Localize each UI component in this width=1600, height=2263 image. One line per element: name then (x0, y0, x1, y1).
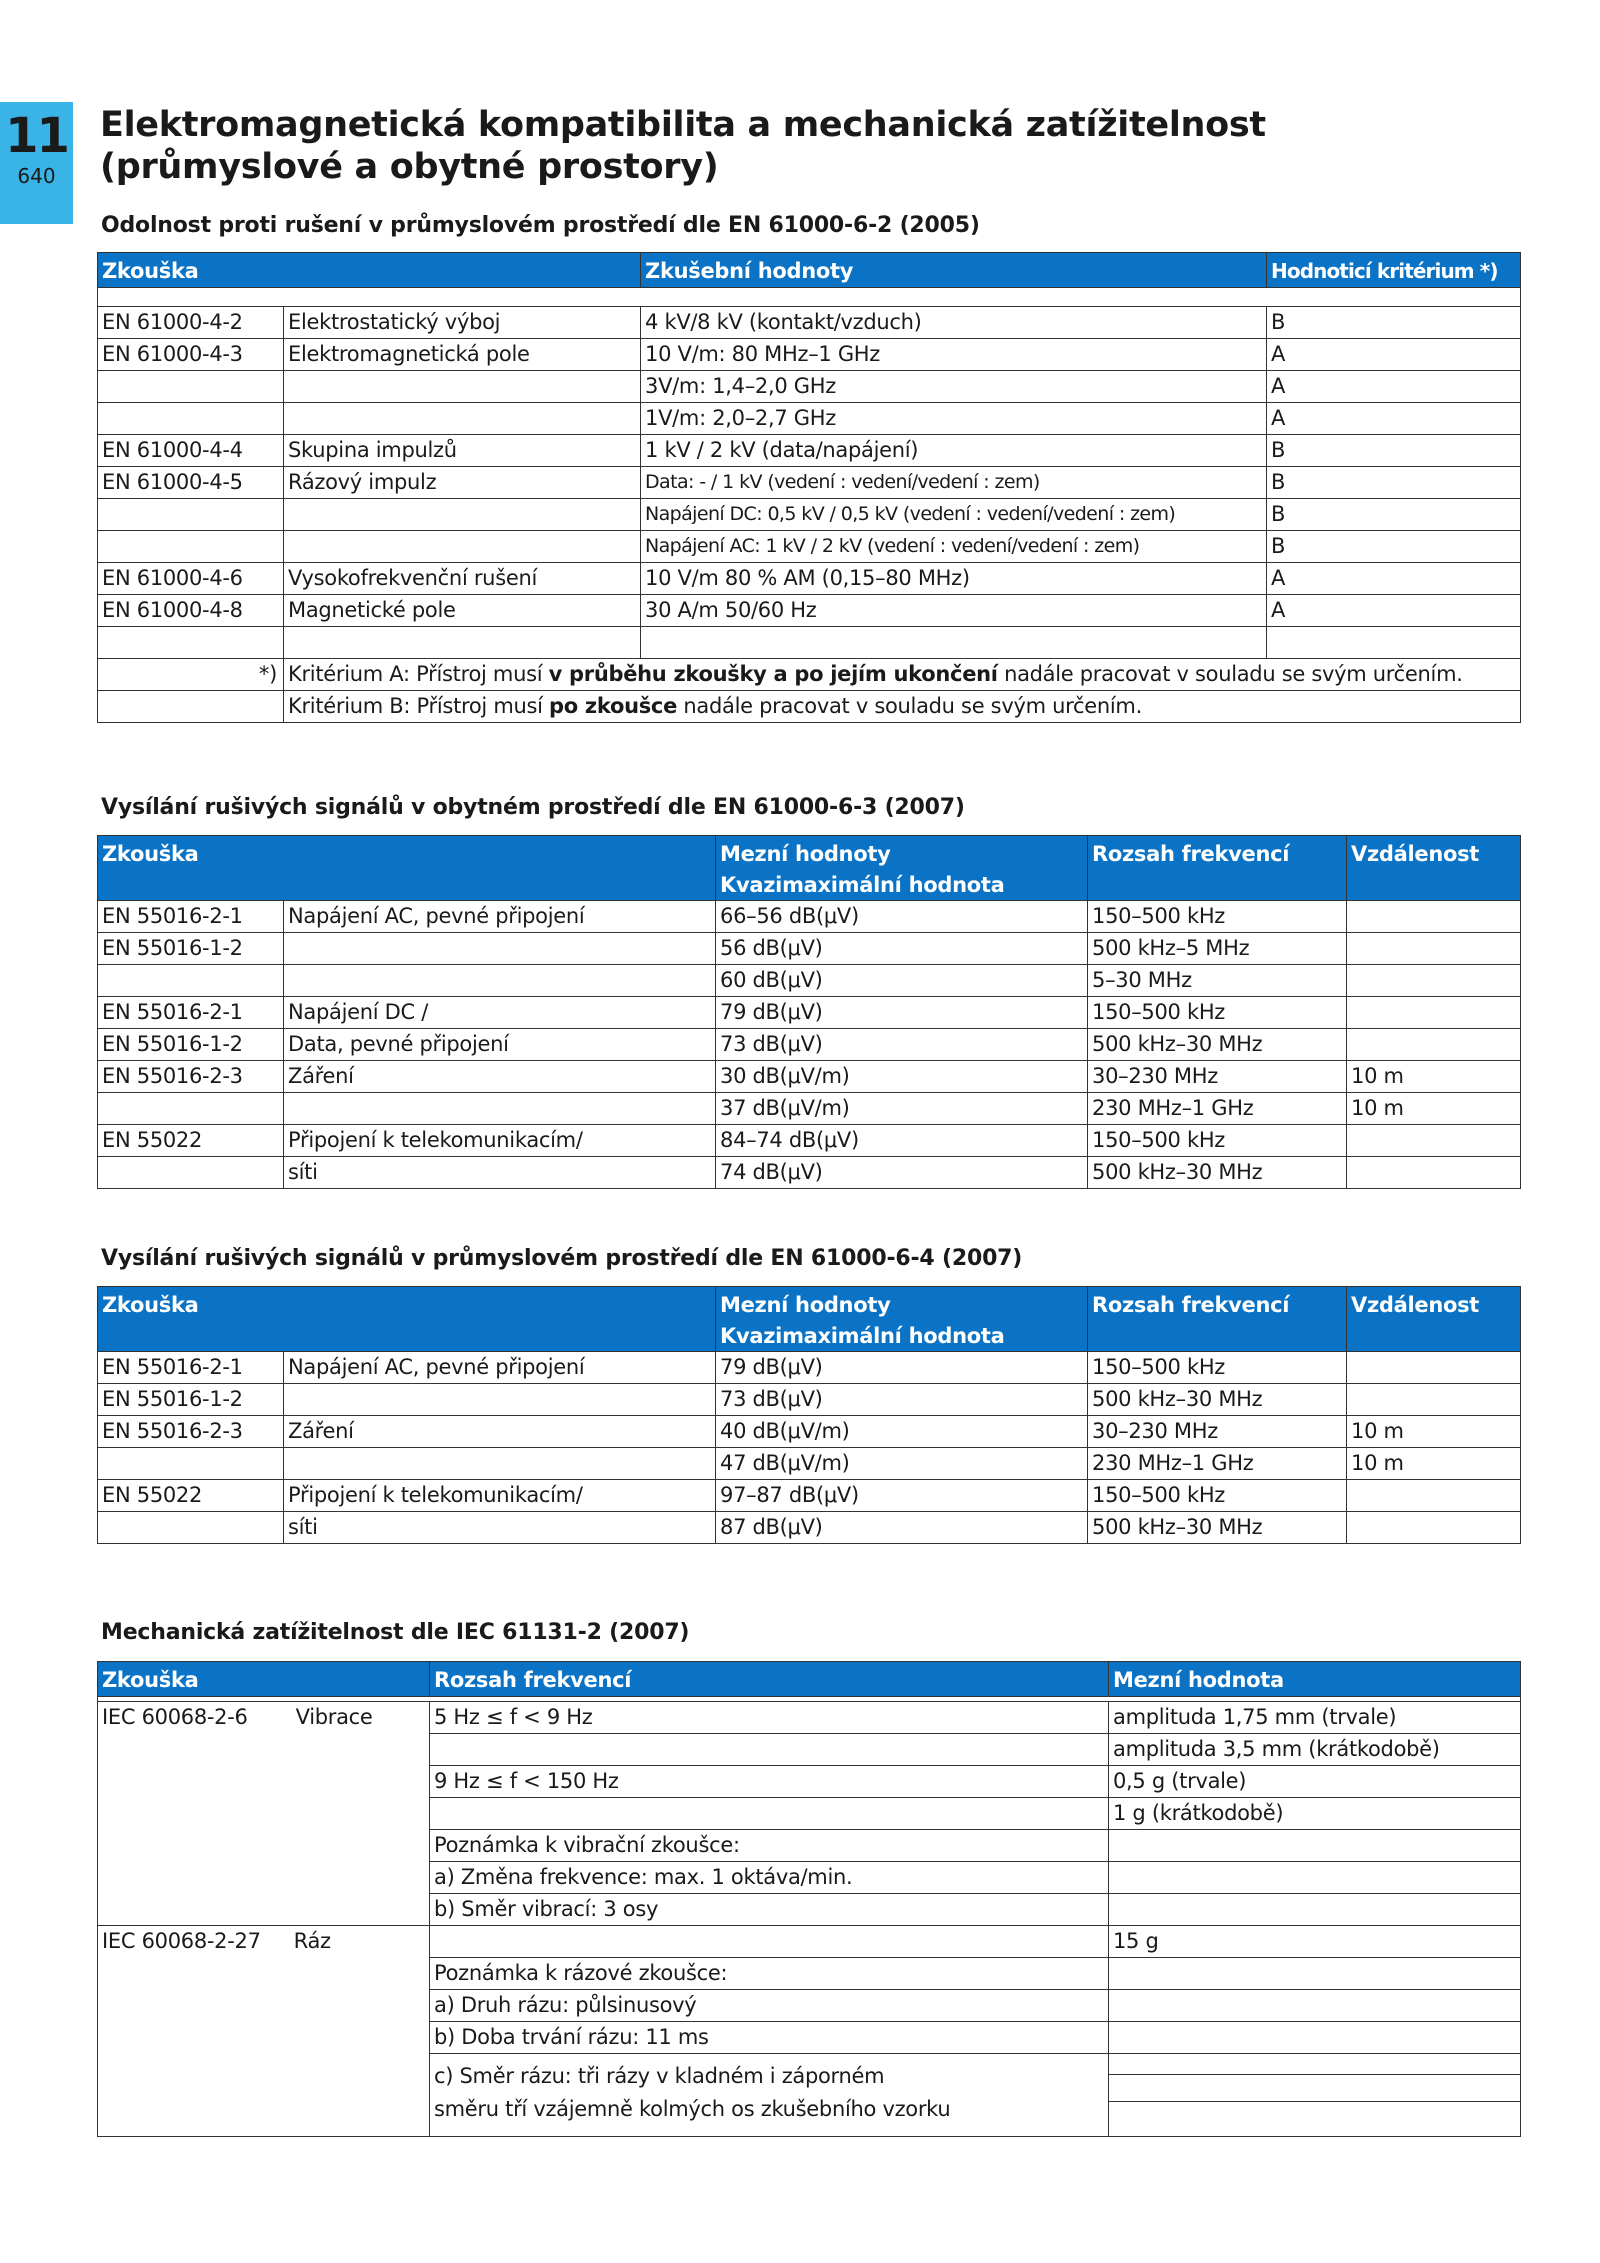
emission-residential-table (97, 835, 1521, 1189)
immunity-table (97, 252, 1521, 723)
cell-name: síti (284, 1512, 716, 1544)
cell-vibration-test (98, 1702, 430, 1926)
cell-limit: 30 dB(μV/m) (716, 1061, 1088, 1093)
cell-value: Napájení DC: 0,5 kV / 0,5 kV (vedení : vedení/vedení : zem) (641, 499, 1267, 531)
table-row (98, 1480, 1521, 1512)
cell-freq: 30–230 MHz (1088, 1416, 1347, 1448)
cell-distance (1347, 1157, 1521, 1189)
table-row (98, 1125, 1521, 1157)
cell-limit: 1 g (krátkodobě) (1109, 1798, 1521, 1830)
cell-freq: 150–500 kHz (1088, 901, 1347, 933)
empty-cell (1109, 2102, 1521, 2137)
cell-value: 4 kV/8 kV (kontakt/vzduch) (641, 307, 1267, 339)
cell-limit: 66–56 dB(μV) (716, 901, 1088, 933)
cell-freq (430, 1798, 1109, 1830)
table-row (98, 339, 1521, 371)
header-test: Zkouška (98, 1287, 716, 1352)
cell-value: Napájení AC: 1 kV / 2 kV (vedení : vedení/vedení : zem) (641, 531, 1267, 563)
cell-standard: EN 55016-2-3 (98, 1061, 284, 1093)
cell-distance (1347, 997, 1521, 1029)
cell-name (284, 531, 641, 563)
cell-standard (98, 499, 284, 531)
cell-distance (1347, 1512, 1521, 1544)
table-row (98, 1384, 1521, 1416)
note-criterion-b (284, 691, 1521, 723)
table-row (98, 595, 1521, 627)
cell-name: Napájení AC, pevné připojení (284, 1352, 716, 1384)
cell-standard (98, 531, 284, 563)
table-header-row (98, 1287, 1521, 1352)
table-row (98, 1093, 1521, 1125)
note-a-pre: Kritérium A: Přístroj musí (288, 662, 549, 686)
page-title (100, 104, 1500, 188)
cell-limit (1109, 2022, 1521, 2054)
cell-name (284, 371, 641, 403)
cell-name (284, 499, 641, 531)
cell-name (284, 965, 716, 997)
header-test: Zkouška (98, 253, 641, 288)
note-b-bold: po zkoušce (549, 694, 678, 718)
cell-freq: 150–500 kHz (1088, 1480, 1347, 1512)
page-title-line2: (průmyslové a obytné prostory) (100, 147, 719, 187)
empty-cell (1109, 2075, 1521, 2102)
cell-criterion: B (1267, 531, 1521, 563)
cell-standard: EN 55016-2-1 (98, 1352, 284, 1384)
header-limits-sub: Kvazimaximální hodnota (720, 1324, 1005, 1348)
cell-limit: 60 dB(μV) (716, 965, 1088, 997)
empty-cell (1109, 2054, 1521, 2075)
header-limits (716, 836, 1088, 901)
cell-name: Napájení DC / (284, 997, 716, 1029)
vibration-name: Vibrace (295, 1705, 373, 1729)
header-freq: Rozsah frekvencí (1088, 836, 1347, 901)
table-row (98, 1416, 1521, 1448)
note-criterion-a (284, 659, 1521, 691)
cell-distance: 10 m (1347, 1448, 1521, 1480)
table-row (98, 1352, 1521, 1384)
header-limits-title: Mezní hodnoty (720, 1293, 891, 1317)
cell-freq: 500 kHz–30 MHz (1088, 1384, 1347, 1416)
header-criterion: Hodnoticí kritérium *) (1267, 253, 1521, 288)
cell-freq (430, 1926, 1109, 1958)
cell-distance (1347, 1384, 1521, 1416)
cell-freq: 150–500 kHz (1088, 1125, 1347, 1157)
cell-freq: 9 Hz ≤ f < 150 Hz (430, 1766, 1109, 1798)
spacer-row (98, 288, 1521, 307)
cell-limit: 15 g (1109, 1926, 1521, 1958)
header-distance: Vzdálenost (1347, 1287, 1521, 1352)
table-row (98, 307, 1521, 339)
cell-limit (1109, 1958, 1521, 1990)
cell-name: Záření (284, 1061, 716, 1093)
cell-freq: Poznámka k rázové zkoušce: (430, 1958, 1109, 1990)
cell-name (284, 403, 641, 435)
cell-limit: amplituda 1,75 mm (trvale) (1109, 1702, 1521, 1734)
emission-industrial-table (97, 1286, 1521, 1544)
header-limit: Mezní hodnota (1109, 1662, 1521, 1697)
chapter-tab (0, 102, 73, 224)
cell-freq: 500 kHz–5 MHz (1088, 933, 1347, 965)
emission-residential-heading: Vysílání rušivých signálů v obytném prostředí dle EN 61000-6-3 (2007) (101, 795, 965, 820)
cell-limit: 0,5 g (trvale) (1109, 1766, 1521, 1798)
cell-criterion: A (1267, 339, 1521, 371)
table-row (98, 499, 1521, 531)
table-row (98, 1157, 1521, 1189)
cell-limit: 56 dB(μV) (716, 933, 1088, 965)
cell-distance (1347, 965, 1521, 997)
cell-name: Elektromagnetická pole (284, 339, 641, 371)
header-values: Zkušební hodnoty (641, 253, 1267, 288)
table-row (98, 1926, 1521, 1958)
cell-name: Připojení k telekomunikacím/ (284, 1480, 716, 1512)
emission-industrial-heading: Vysílání rušivých signálů v průmyslovém prostředí dle EN 61000-6-4 (2007) (101, 1246, 1023, 1271)
cell-standard: EN 55016-2-1 (98, 997, 284, 1029)
cell-value: 3V/m: 1,4–2,0 GHz (641, 371, 1267, 403)
cell-freq: Poznámka k vibrační zkoušce: (430, 1830, 1109, 1862)
cell-standard: EN 55022 (98, 1125, 284, 1157)
cell-criterion: A (1267, 403, 1521, 435)
cell-freq (430, 1734, 1109, 1766)
cell-standard: EN 55016-2-1 (98, 901, 284, 933)
cell-standard (98, 371, 284, 403)
cell-limit: 79 dB(μV) (716, 997, 1088, 1029)
cell-standard: EN 55022 (98, 1480, 284, 1512)
cell-value: Data: - / 1 kV (vedení : vedení/vedení : zem) (641, 467, 1267, 499)
cell-freq: 5 Hz ≤ f < 9 Hz (430, 1702, 1109, 1734)
cell-freq: 150–500 kHz (1088, 997, 1347, 1029)
table-row-empty (98, 627, 1521, 659)
cell-limit: 73 dB(μV) (716, 1029, 1088, 1061)
cell-criterion: A (1267, 371, 1521, 403)
cell-standard: EN 55016-1-2 (98, 933, 284, 965)
cell-freq: a) Druh rázu: půlsinusový (430, 1990, 1109, 2022)
table-row (98, 1512, 1521, 1544)
cell-name: Záření (284, 1416, 716, 1448)
cell-standard: EN 55016-1-2 (98, 1384, 284, 1416)
empty-cell (284, 627, 641, 659)
cell-name (284, 1448, 716, 1480)
cell-limit (1109, 1830, 1521, 1862)
vibration-standard: IEC 60068-2-6 (102, 1705, 248, 1729)
cell-distance: 10 m (1347, 1061, 1521, 1093)
cell-shock-direction (430, 2054, 1109, 2137)
cell-standard (98, 965, 284, 997)
cell-freq: b) Směr vibrací: 3 osy (430, 1894, 1109, 1926)
table-row (98, 1702, 1521, 1734)
note-row-a (98, 659, 1521, 691)
table-row (98, 435, 1521, 467)
cell-freq: 230 MHz–1 GHz (1088, 1093, 1347, 1125)
cell-name (284, 1384, 716, 1416)
cell-limit: 47 dB(μV/m) (716, 1448, 1088, 1480)
page-number: 640 (17, 164, 56, 188)
cell-shock-test (98, 1926, 430, 2137)
table-row (98, 531, 1521, 563)
cell-distance (1347, 1125, 1521, 1157)
cell-limit (1109, 1990, 1521, 2022)
cell-standard: EN 55016-2-3 (98, 1416, 284, 1448)
cell-criterion: B (1267, 435, 1521, 467)
cell-standard (98, 1093, 284, 1125)
page-title-line1: Elektromagnetická kompatibilita a mechanická zatížitelnost (100, 105, 1266, 145)
cell-freq: 500 kHz–30 MHz (1088, 1157, 1347, 1189)
note-marker: *) (98, 659, 284, 691)
cell-standard (98, 1448, 284, 1480)
cell-limit: 84–74 dB(μV) (716, 1125, 1088, 1157)
cell-limit: 73 dB(μV) (716, 1384, 1088, 1416)
note-a-bold: v průběhu zkoušky a po jejím ukončení (548, 662, 998, 686)
note-b-pre: Kritérium B: Přístroj musí (288, 694, 550, 718)
cell-value: 10 V/m: 80 MHz–1 GHz (641, 339, 1267, 371)
cell-standard: EN 61000-4-6 (98, 563, 284, 595)
empty-cell (98, 691, 284, 723)
immunity-heading: Odolnost proti rušení v průmyslovém prostředí dle EN 61000-6-2 (2005) (101, 213, 980, 238)
shock-name: Ráz (293, 1929, 331, 1953)
cell-standard: EN 55016-1-2 (98, 1029, 284, 1061)
table-row (98, 403, 1521, 435)
cell-standard (98, 1512, 284, 1544)
cell-name: Skupina impulzů (284, 435, 641, 467)
mechanical-table (97, 1661, 1521, 2137)
cell-limit: 74 dB(μV) (716, 1157, 1088, 1189)
table-row (98, 997, 1521, 1029)
cell-freq: 500 kHz–30 MHz (1088, 1029, 1347, 1061)
cell-criterion: B (1267, 499, 1521, 531)
cell-value: 1V/m: 2,0–2,7 GHz (641, 403, 1267, 435)
empty-cell (1267, 627, 1521, 659)
table-row (98, 563, 1521, 595)
table-row (98, 1448, 1521, 1480)
cell-name (284, 933, 716, 965)
cell-limit: 87 dB(μV) (716, 1512, 1088, 1544)
cell-standard: EN 61000-4-4 (98, 435, 284, 467)
cell-standard: EN 61000-4-3 (98, 339, 284, 371)
header-freq: Rozsah frekvencí (430, 1662, 1109, 1697)
header-limits-title: Mezní hodnoty (720, 842, 891, 866)
table-row (98, 1061, 1521, 1093)
table-header-row (98, 836, 1521, 901)
mechanical-heading: Mechanická zatížitelnost dle IEC 61131-2 (2007) (101, 1620, 690, 1645)
shock-direction-line2: směru tří vzájemně kolmých os zkušebního vzorku (434, 2097, 951, 2121)
cell-distance (1347, 901, 1521, 933)
cell-criterion: B (1267, 307, 1521, 339)
cell-freq: b) Doba trvání rázu: 11 ms (430, 2022, 1109, 2054)
table-row (98, 965, 1521, 997)
cell-limit (1109, 1862, 1521, 1894)
table-header-row (98, 253, 1521, 288)
cell-criterion: A (1267, 595, 1521, 627)
cell-distance (1347, 933, 1521, 965)
table-row (98, 371, 1521, 403)
table-row (98, 901, 1521, 933)
cell-value: 10 V/m 80 % AM (0,15–80 MHz) (641, 563, 1267, 595)
cell-name: Napájení AC, pevné připojení (284, 901, 716, 933)
empty-cell (98, 627, 284, 659)
cell-limit: 79 dB(μV) (716, 1352, 1088, 1384)
cell-freq: 150–500 kHz (1088, 1352, 1347, 1384)
chapter-number: 11 (5, 108, 68, 164)
cell-limit: 97–87 dB(μV) (716, 1480, 1088, 1512)
header-test: Zkouška (98, 1662, 430, 1697)
table-row (98, 467, 1521, 499)
cell-standard (98, 403, 284, 435)
note-row-b (98, 691, 1521, 723)
cell-distance: 10 m (1347, 1093, 1521, 1125)
cell-freq: 230 MHz–1 GHz (1088, 1448, 1347, 1480)
cell-limit (1109, 1894, 1521, 1926)
cell-freq: a) Změna frekvence: max. 1 oktáva/min. (430, 1862, 1109, 1894)
cell-freq: 5–30 MHz (1088, 965, 1347, 997)
table-header-row (98, 1662, 1521, 1697)
cell-freq: 500 kHz–30 MHz (1088, 1512, 1347, 1544)
cell-distance (1347, 1480, 1521, 1512)
cell-standard: EN 61000-4-2 (98, 307, 284, 339)
cell-freq: 30–230 MHz (1088, 1061, 1347, 1093)
cell-name: Magnetické pole (284, 595, 641, 627)
cell-name: síti (284, 1157, 716, 1189)
cell-standard (98, 1157, 284, 1189)
note-b-post: nadále pracovat v souladu se svým určením. (677, 694, 1142, 718)
cell-name: Připojení k telekomunikacím/ (284, 1125, 716, 1157)
cell-criterion: A (1267, 563, 1521, 595)
header-freq: Rozsah frekvencí (1088, 1287, 1347, 1352)
header-limits-sub: Kvazimaximální hodnota (720, 873, 1005, 897)
cell-name: Vysokofrekvenční rušení (284, 563, 641, 595)
cell-value: 1 kV / 2 kV (data/napájení) (641, 435, 1267, 467)
header-limits (716, 1287, 1088, 1352)
empty-cell (641, 627, 1267, 659)
cell-standard: EN 61000-4-8 (98, 595, 284, 627)
header-test: Zkouška (98, 836, 716, 901)
cell-limit: amplituda 3,5 mm (krátkodobě) (1109, 1734, 1521, 1766)
cell-distance (1347, 1029, 1521, 1061)
cell-standard: EN 61000-4-5 (98, 467, 284, 499)
cell-name: Elektrostatický výboj (284, 307, 641, 339)
shock-direction-line1: c) Směr rázu: tři rázy v kladném i záporném (434, 2064, 885, 2088)
cell-distance: 10 m (1347, 1416, 1521, 1448)
table-row (98, 933, 1521, 965)
cell-name (284, 1093, 716, 1125)
header-distance: Vzdálenost (1347, 836, 1521, 901)
cell-limit: 37 dB(μV/m) (716, 1093, 1088, 1125)
table-row (98, 1029, 1521, 1061)
cell-criterion: B (1267, 467, 1521, 499)
cell-name: Rázový impulz (284, 467, 641, 499)
shock-standard: IEC 60068-2-27 (102, 1929, 261, 1953)
note-a-post: nadále pracovat v souladu se svým určením. (997, 662, 1463, 686)
cell-distance (1347, 1352, 1521, 1384)
cell-limit: 40 dB(μV/m) (716, 1416, 1088, 1448)
cell-value: 30 A/m 50/60 Hz (641, 595, 1267, 627)
cell-name: Data, pevné připojení (284, 1029, 716, 1061)
